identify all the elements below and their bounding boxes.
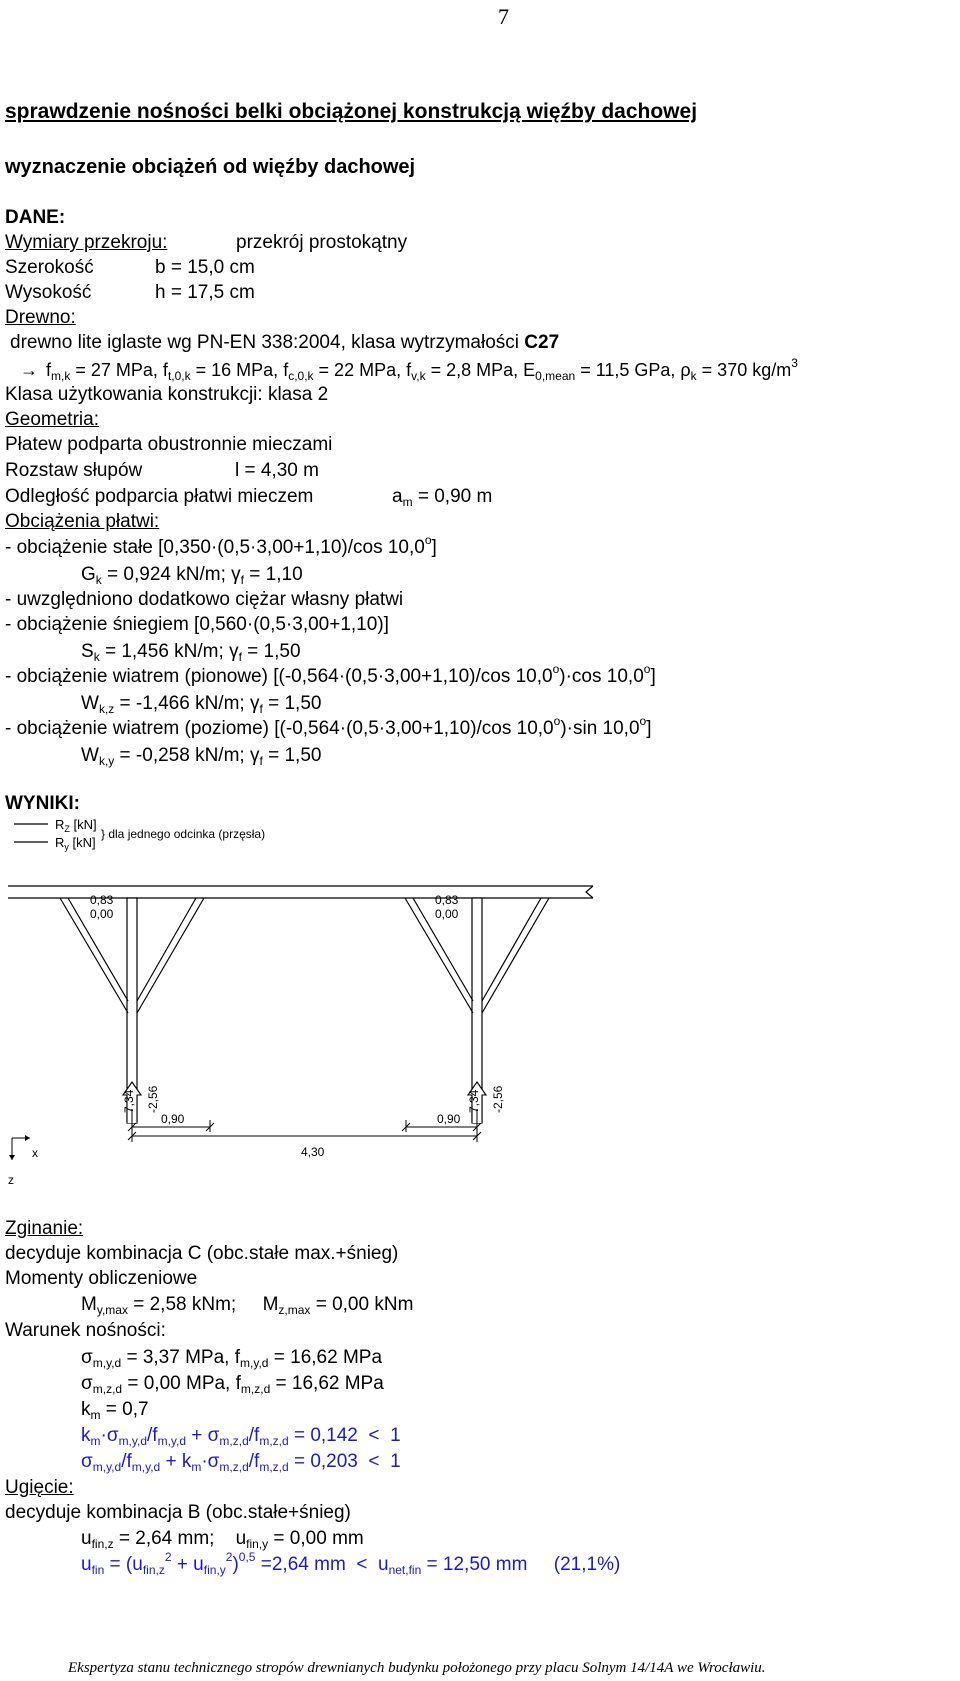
brace-left-inner <box>137 898 204 1013</box>
szerokosc-label: Szerokość <box>5 257 94 278</box>
drewno-label: Drewno: <box>5 307 76 328</box>
legend-ry: $R_y$ [kN] <box>55 835 96 852</box>
dim-right-label: 0,90 <box>437 1112 461 1126</box>
deflection-values: $u_{fin,z} = 2,64$ mm; $u_{fin,y} = 0,00$ mm <box>81 1528 364 1551</box>
legend-rz: $R_Z$ [kN] <box>55 817 97 834</box>
right-top-value-1: 0,83 <box>435 893 459 907</box>
left-top-value-2: 0,00 <box>90 907 114 921</box>
section-subtitle: wyznaczenie obciążeń od więźby dachowej <box>5 156 416 178</box>
load-self-weight: - uwzględniono dodatkowo ciężar własny płatwi <box>5 589 404 610</box>
dim-left-label: 0,90 <box>161 1112 185 1126</box>
zginanie-label: Zginanie: <box>5 1218 84 1239</box>
klasa-line: Klasa użytkowania konstrukcji: klasa 2 <box>5 384 329 405</box>
rozstaw-label: Rozstaw słupów <box>5 460 143 481</box>
right-reaction-2: -2,56 <box>491 1085 505 1113</box>
load-wind-vertical: - obciążenie wiatrem (pionowe) [(-0,564·(0,5·3,00+1,10)/cos $10,0^o)\cdot\cos$ 10,0$^o$] <box>5 662 656 687</box>
am-value: $a_m = 0,90$ m <box>392 486 493 509</box>
condition-2: $\sigma_{m,y,d}/f_{m,y,d} + k_m\cdot\sigma_{m,z,d}/f_{m,z,d} = 0,203 < 1$ <box>81 1451 401 1474</box>
left-reaction-1: 7,34 <box>122 1089 136 1113</box>
right-top-value-2: 0,00 <box>435 907 459 921</box>
wymiary-value: przekrój prostokątny <box>236 232 408 253</box>
axis-x-label: x <box>32 1146 38 1160</box>
momenty-label: Momenty obliczeniowe <box>5 1268 198 1289</box>
page-footer: Ekspertyza stanu technicznego stropów drewnianych budynku położonego przy placu Solnym 14/14A we Wrocławiu. <box>68 1660 766 1676</box>
brace-right-inner <box>482 898 549 1013</box>
left-top-value-1: 0,83 <box>90 893 114 907</box>
wymiary-label: Wymiary przekroju: <box>5 232 168 253</box>
page-number: 7 <box>498 4 509 29</box>
material-properties: → $f_{m,k} = 27$ MPa, $f_{t,0,k} = 16$ MPa, $f_{c,0,k} = 22$ MPa, $f_{v,k} = 2,8$ MPa, $E_{0,mean} = 11,5$ GPa, $\rho_k = 370$ $kg/m^3$ <box>20 356 798 383</box>
ugiecie-label: Ugięcie: <box>5 1477 74 1498</box>
page-title: sprawdzenie nośności belki obciążonej konstrukcją więźby dachowej <box>5 100 698 123</box>
deflection-condition: $u_{fin} = (u_{fin,z}^2 + u_{fin,y}^2)^{0,5} =2,64$ mm < $u_{net,fin} = 12,50$ mm (21,1%) <box>81 1550 621 1577</box>
wysokosc-label: Wysokość <box>5 282 92 303</box>
warunek-label: Warunek nośności: <box>5 1320 166 1341</box>
load-snow: - obciążenie śniegiem [0,560·(0,5·3,00+1,10)] <box>5 614 389 635</box>
load-permanent: - obciążenie stałe [0,350·(0,5·3,00+1,10)/cos 10,0$^o$] <box>5 533 437 558</box>
sk-value: $S_k = 1,456$ kN/m; $\gamma_f = 1,50$ <box>81 641 301 664</box>
rozstaw-value: l = 4,30 m <box>235 460 319 481</box>
platew-line: Płatew podparta obustronnie mieczami <box>5 434 333 455</box>
left-reaction-2: -2,56 <box>146 1085 160 1113</box>
obciazenia-label: Obciążenia płatwi: <box>5 511 160 532</box>
geometria-label: Geometria: <box>5 409 99 430</box>
wysokosc-value: h = 17,5 cm <box>155 282 255 303</box>
axis-z-label: z <box>8 1173 14 1187</box>
wkz-value: $W_{k,z} = -1,466$ kN/m; $\gamma_f = 1,50$ <box>81 693 322 716</box>
wky-value: $W_{k,y} = -0,258$ kN/m; $\gamma_f = 1,50$ <box>81 745 322 768</box>
dane-header: DANE: <box>5 207 66 228</box>
sigma-y-line: $\sigma_{m,y,d} = 3,37$ MPa, $f_{m,y,d} = 16,62$ MPa <box>81 1347 383 1370</box>
decyduje-c: decyduje kombinacja C (obc.stałe max.+śnieg) <box>5 1243 399 1264</box>
beam-break-icon <box>586 886 593 898</box>
dim-span-label: 4,30 <box>301 1145 325 1159</box>
condition-1: $k_m\cdot\sigma_{m,y,d}/f_{m,y,d} + \sigma_{m,z,d}/f_{m,z,d} = 0,142 < 1$ <box>81 1425 401 1448</box>
drewno-description: drewno lite iglaste wg PN-EN 338:2004, klasa wytrzymałości C27 <box>10 332 560 353</box>
sigma-z-line: $\sigma_{m,z,d} = 0,00$ MPa, $f_{m,z,d} = 16,62$ MPa <box>81 1373 384 1396</box>
legend-note: } dla jednego odcinka (przęsła) <box>101 827 266 841</box>
gk-value: $G_k = 0,924$ kN/m; $\gamma_f = 1,10$ <box>81 564 303 587</box>
structure-diagram <box>0 810 960 1200</box>
decyduje-b: decyduje kombinacja B (obc.stałe+śnieg) <box>5 1502 351 1523</box>
moments-values: $M_{y,max} = 2,58$ kNm; $M_{z,max} = 0,00$ kNm <box>81 1294 414 1317</box>
arrow-icon: → <box>20 360 38 380</box>
load-wind-horizontal: - obciążenie wiatrem (poziome) [(-0,564·(0,5·3,00+1,10)/cos $10,0^o)\cdot\sin$ 10,0$^o$] <box>5 714 652 739</box>
szerokosc-value: b = 15,0 cm <box>155 257 255 278</box>
km-line: $k_m = 0,7$ <box>81 1399 149 1422</box>
right-reaction-1: 7,34 <box>467 1089 481 1113</box>
wyniki-header: WYNIKI: <box>5 793 80 814</box>
odleglosc-label: Odległość podparcia płatwi mieczem <box>5 486 314 507</box>
